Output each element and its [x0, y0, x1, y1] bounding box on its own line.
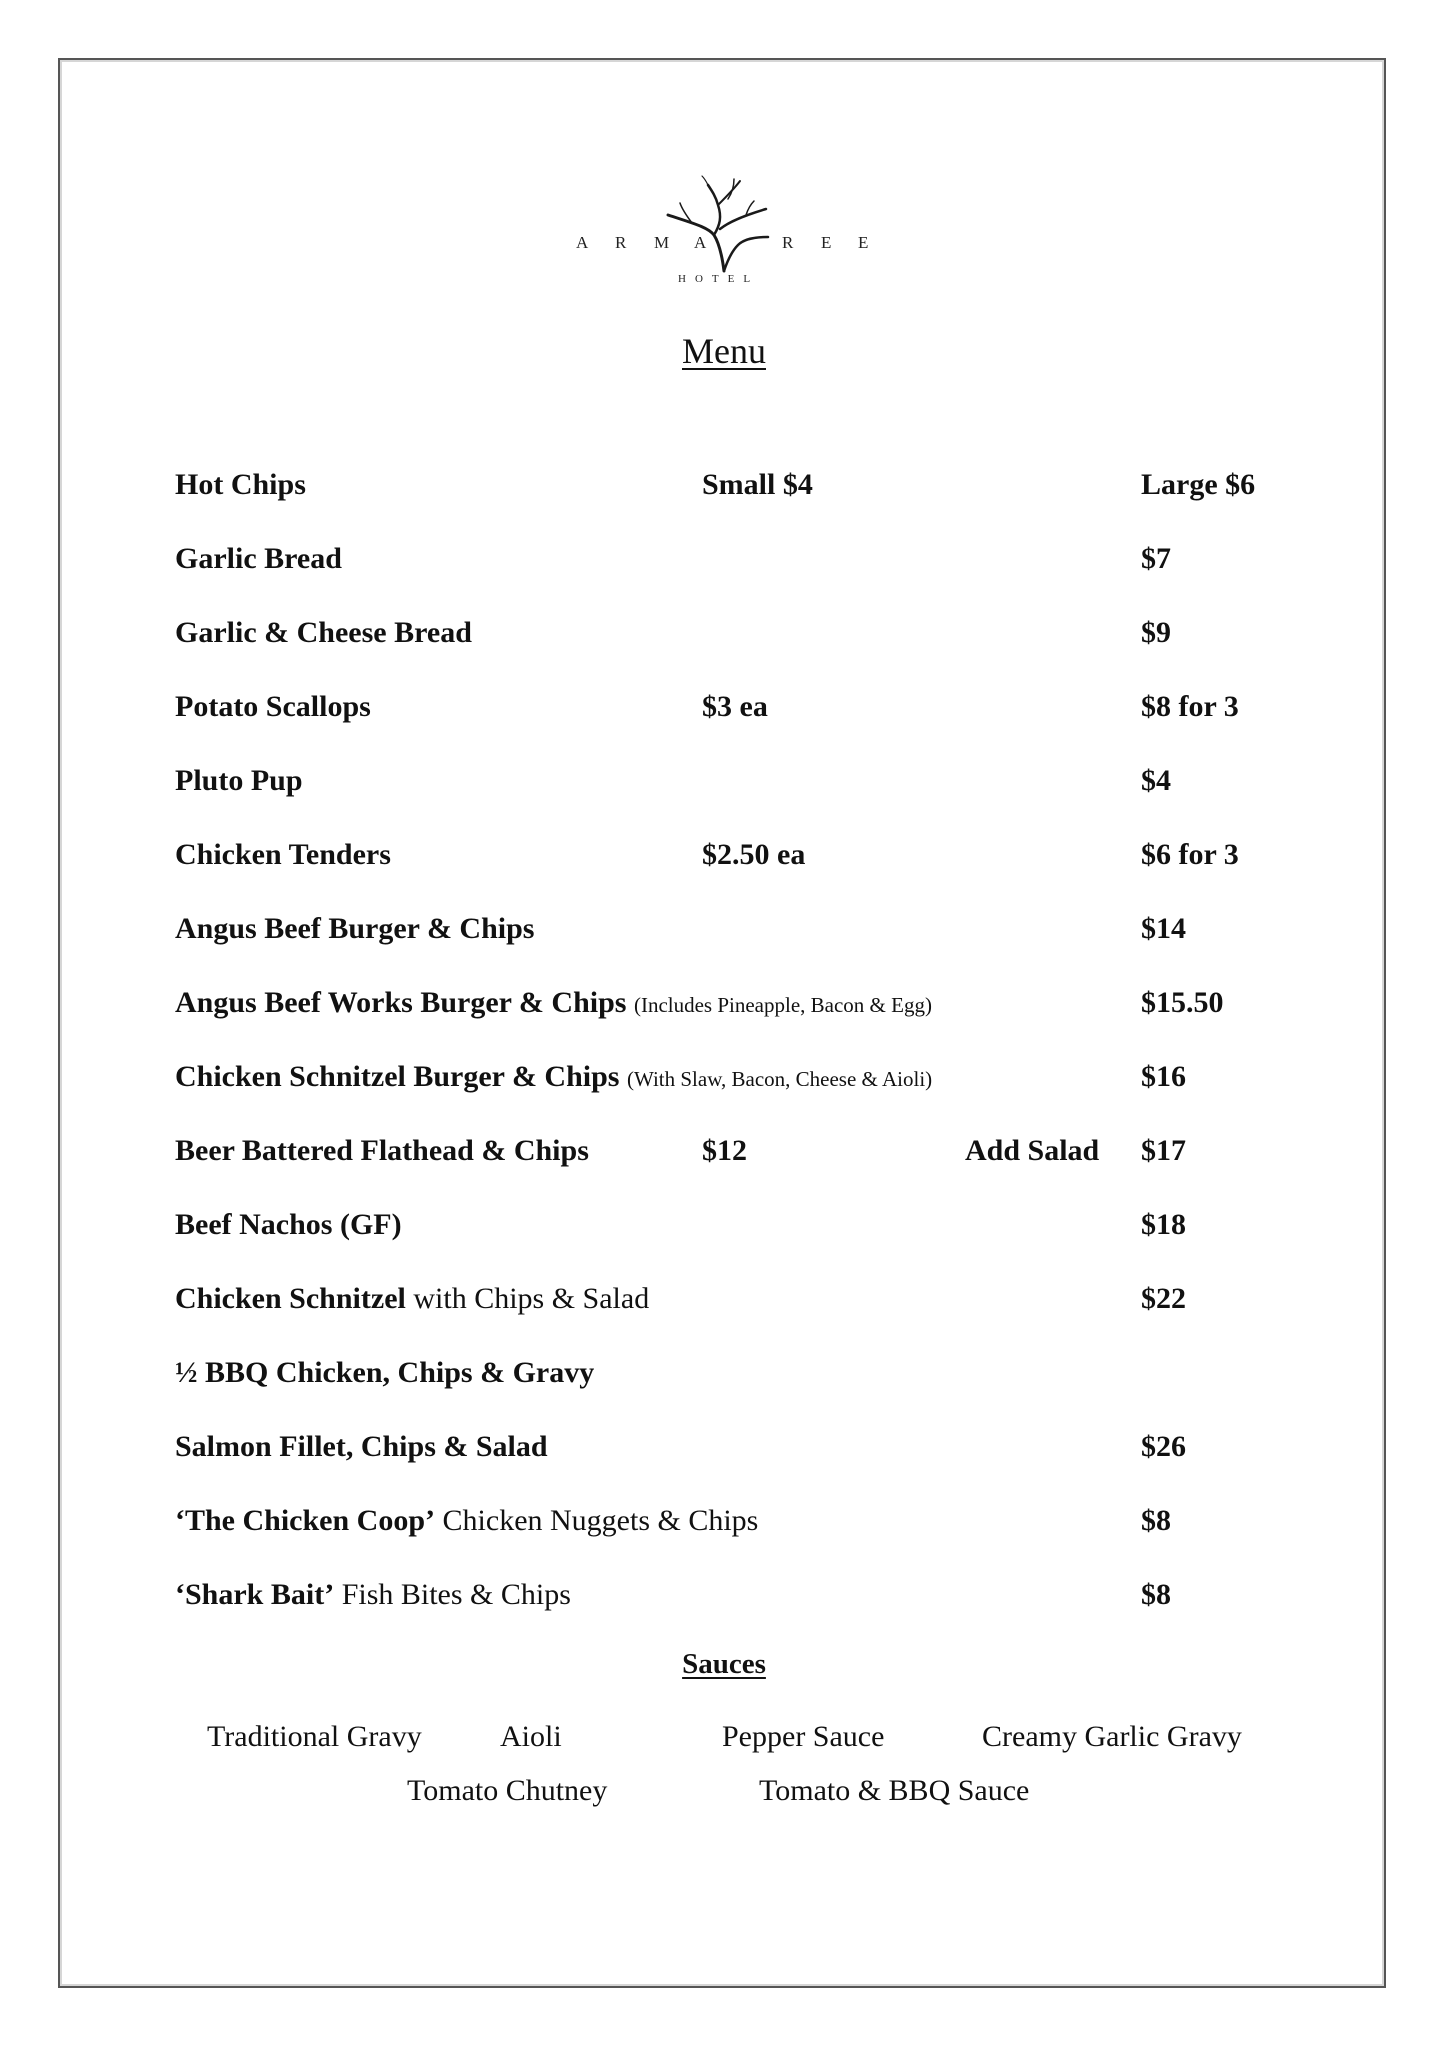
logo-letter: A	[576, 233, 589, 252]
menu-item	[175, 1279, 1325, 1319]
menu-item-title: ½ BBQ Chicken, Chips & Gravy	[175, 1356, 595, 1389]
menu-item-name	[175, 1427, 548, 1467]
menu-item	[175, 613, 1325, 653]
menu-item-title: Beer Battered Flathead & Chips	[175, 1134, 589, 1167]
menu-item-name	[175, 761, 303, 801]
menu-item-name	[175, 687, 371, 727]
menu-item-price: $8	[1141, 1578, 1171, 1611]
menu-item-note: (With Slaw, Bacon, Cheese & Aioli)	[626, 1067, 933, 1091]
menu-item-description: Fish Bites & Chips	[341, 1578, 571, 1611]
menu-item	[175, 1575, 1325, 1615]
menu-item-unit-price: $3 ea	[702, 690, 768, 723]
menu-item-title: Beef Nachos (GF)	[175, 1208, 402, 1241]
menu-item-name	[175, 1205, 402, 1245]
sauce-item: Creamy Garlic Gravy	[982, 1720, 1242, 1753]
menu-item	[175, 1205, 1325, 1245]
logo-subtitle: HOTEL	[678, 273, 760, 285]
menu-item-title: ‘The Chicken Coop’	[175, 1504, 436, 1537]
menu-item-name	[175, 1353, 594, 1393]
menu-item-name	[175, 465, 306, 505]
menu-item-title: Angus Beef Burger & Chips	[175, 912, 535, 945]
menu-item-unit-price: $2.50 ea	[702, 838, 806, 871]
logo-letter: R	[782, 233, 794, 252]
menu-item-title: Potato Scallops	[175, 690, 371, 723]
menu-item	[175, 539, 1325, 579]
menu-item-name	[175, 1575, 571, 1615]
menu-item-price: Large $6	[1141, 468, 1256, 501]
menu-item	[175, 909, 1325, 949]
menu-item-name	[175, 613, 472, 653]
menu-item-price: $8 for 3	[1141, 690, 1239, 723]
menu-item-name	[175, 1057, 932, 1099]
menu-item-price: $6 for 3	[1141, 838, 1239, 871]
sauce-item: Traditional Gravy	[207, 1720, 422, 1753]
hotel-logo	[570, 175, 880, 295]
menu-item-description: Chicken Nuggets & Chips	[442, 1504, 759, 1537]
menu-item	[175, 761, 1325, 801]
menu-item-option: Add Salad	[965, 1134, 1100, 1167]
sauces-heading: Sauces	[682, 1648, 766, 1680]
menu-item-price: $9	[1141, 616, 1171, 649]
menu-item-price: $16	[1141, 1060, 1186, 1093]
page-title: Menu	[682, 331, 766, 371]
menu-item-description: with Chips & Salad	[413, 1282, 650, 1315]
menu-item-price: $17	[1141, 1134, 1186, 1167]
menu-item-unit-price: Small $4	[702, 468, 813, 501]
logo-letter: E	[858, 233, 869, 252]
menu-item-price: $8	[1141, 1504, 1171, 1537]
menu-item-name	[175, 983, 932, 1025]
logo-letter: M	[654, 233, 670, 252]
menu-item	[175, 687, 1325, 727]
menu-item-price: $4	[1141, 764, 1171, 797]
logo-letter: A	[694, 233, 707, 252]
menu-item-price: $15.50	[1141, 986, 1224, 1019]
sauce-item: Aioli	[500, 1720, 562, 1753]
menu-item-price: $7	[1141, 542, 1171, 575]
menu-item-title: Salmon Fillet, Chips & Salad	[175, 1430, 548, 1463]
menu-item-title: ‘Shark Bait’	[175, 1578, 335, 1611]
menu-item-name	[175, 1131, 589, 1171]
menu-item	[175, 1057, 1325, 1097]
menu-item-title: Hot Chips	[175, 468, 306, 501]
menu-item-name	[175, 835, 391, 875]
sauce-item: Tomato Chutney	[407, 1774, 608, 1807]
menu-item	[175, 1353, 1325, 1393]
menu-item-note: (Includes Pineapple, Bacon & Egg)	[633, 993, 932, 1017]
menu-item-title: Garlic Bread	[175, 542, 342, 575]
menu-item-name	[175, 1279, 649, 1319]
menu-item-price: $22	[1141, 1282, 1186, 1315]
menu-item	[175, 983, 1325, 1023]
menu-item-title: Pluto Pup	[175, 764, 303, 797]
menu-item-title: Chicken Tenders	[175, 838, 391, 871]
sauce-item: Pepper Sauce	[722, 1720, 885, 1753]
menu-item-name	[175, 1501, 758, 1541]
menu-item	[175, 1501, 1325, 1541]
menu-item	[175, 835, 1325, 875]
logo-letter: E	[821, 233, 832, 252]
menu-item-price: $14	[1141, 912, 1186, 945]
tree-icon	[662, 175, 772, 275]
menu-item-title: Angus Beef Works Burger & Chips	[175, 986, 627, 1019]
menu-item-title: Chicken Schnitzel Burger & Chips	[175, 1060, 620, 1093]
logo-letter: R	[615, 233, 627, 252]
sauce-item: Tomato & BBQ Sauce	[759, 1774, 1030, 1807]
menu-item-price: $18	[1141, 1208, 1186, 1241]
menu-item-name	[175, 909, 534, 949]
menu-item	[175, 465, 1325, 505]
menu-item-unit-price: $12	[702, 1134, 747, 1167]
menu-item-title: Chicken Schnitzel	[175, 1282, 406, 1315]
menu-item-price: $26	[1141, 1430, 1186, 1463]
menu-item	[175, 1427, 1325, 1467]
menu-item-name	[175, 539, 342, 579]
menu-item	[175, 1131, 1325, 1171]
menu-item-title: Garlic & Cheese Bread	[175, 616, 472, 649]
